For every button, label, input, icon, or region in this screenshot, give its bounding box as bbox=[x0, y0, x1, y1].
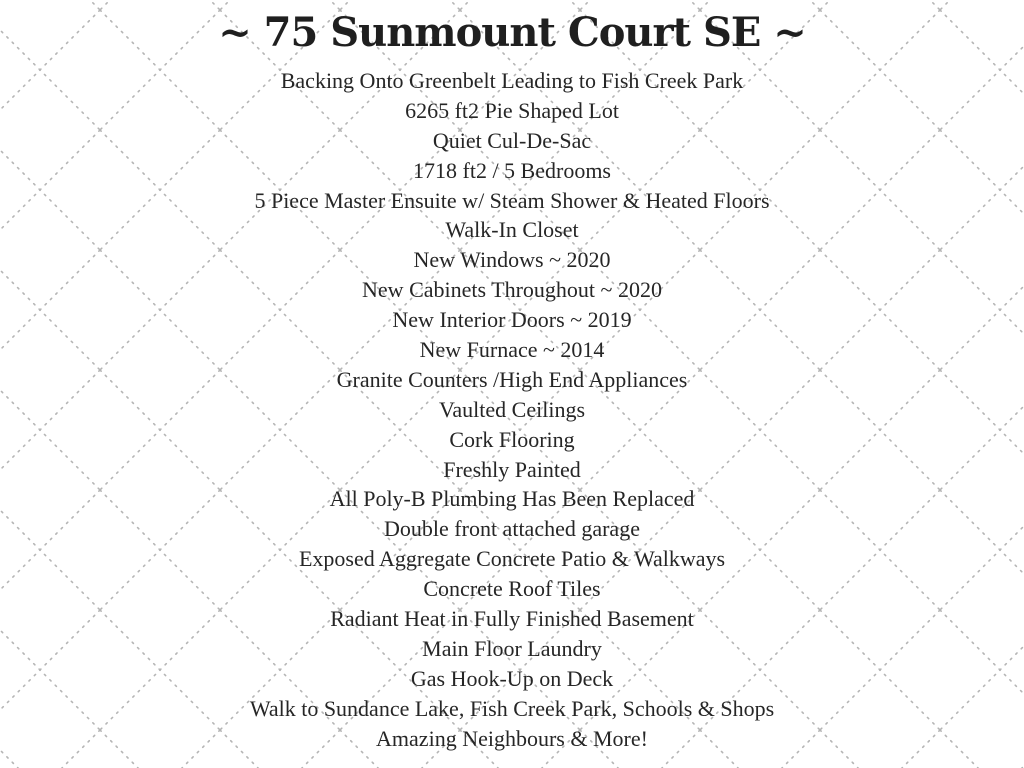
feature-item: New Windows ~ 2020 bbox=[413, 247, 611, 273]
feature-item: Walk-In Closet bbox=[445, 217, 579, 243]
feature-item: 1718 ft2 / 5 Bedrooms bbox=[413, 157, 611, 183]
feature-item: Vaulted Ceilings bbox=[438, 396, 586, 422]
feature-item: Quiet Cul-De-Sac bbox=[432, 127, 592, 153]
feature-item: Exposed Aggregate Concrete Patio & Walkways bbox=[298, 546, 726, 572]
feature-item: Amazing Neighbours & More! bbox=[376, 725, 648, 751]
listing-title: ~ 75 Sunmount Court SE ~ bbox=[218, 9, 806, 56]
feature-item: Cork Flooring bbox=[449, 426, 575, 452]
feature-item: Granite Counters /High End Appliances bbox=[336, 366, 688, 392]
feature-item: All Poly-B Plumbing Has Been Replaced bbox=[329, 486, 695, 512]
feature-item: 5 Piece Master Ensuite w/ Steam Shower & Heated Floors bbox=[254, 187, 770, 213]
feature-item: Double front attached garage bbox=[384, 516, 640, 542]
feature-item: Radiant Heat in Fully Finished Basement bbox=[330, 606, 694, 632]
feature-item: Concrete Roof Tiles bbox=[423, 576, 601, 602]
feature-item: New Furnace ~ 2014 bbox=[419, 337, 605, 363]
feature-item: 6265 ft2 Pie Shaped Lot bbox=[405, 97, 619, 123]
feature-item: Gas Hook-Up on Deck bbox=[410, 665, 614, 691]
feature-item: Main Floor Laundry bbox=[422, 635, 602, 661]
feature-item: New Interior Doors ~ 2019 bbox=[392, 307, 632, 333]
feature-item: Freshly Painted bbox=[443, 456, 581, 482]
feature-item: New Cabinets Throughout ~ 2020 bbox=[362, 277, 662, 303]
feature-item: Walk to Sundance Lake, Fish Creek Park, Schools & Shops bbox=[249, 695, 775, 721]
feature-item: Backing Onto Greenbelt Leading to Fish Creek Park bbox=[280, 68, 744, 93]
feature-list bbox=[0, 66, 1024, 753]
